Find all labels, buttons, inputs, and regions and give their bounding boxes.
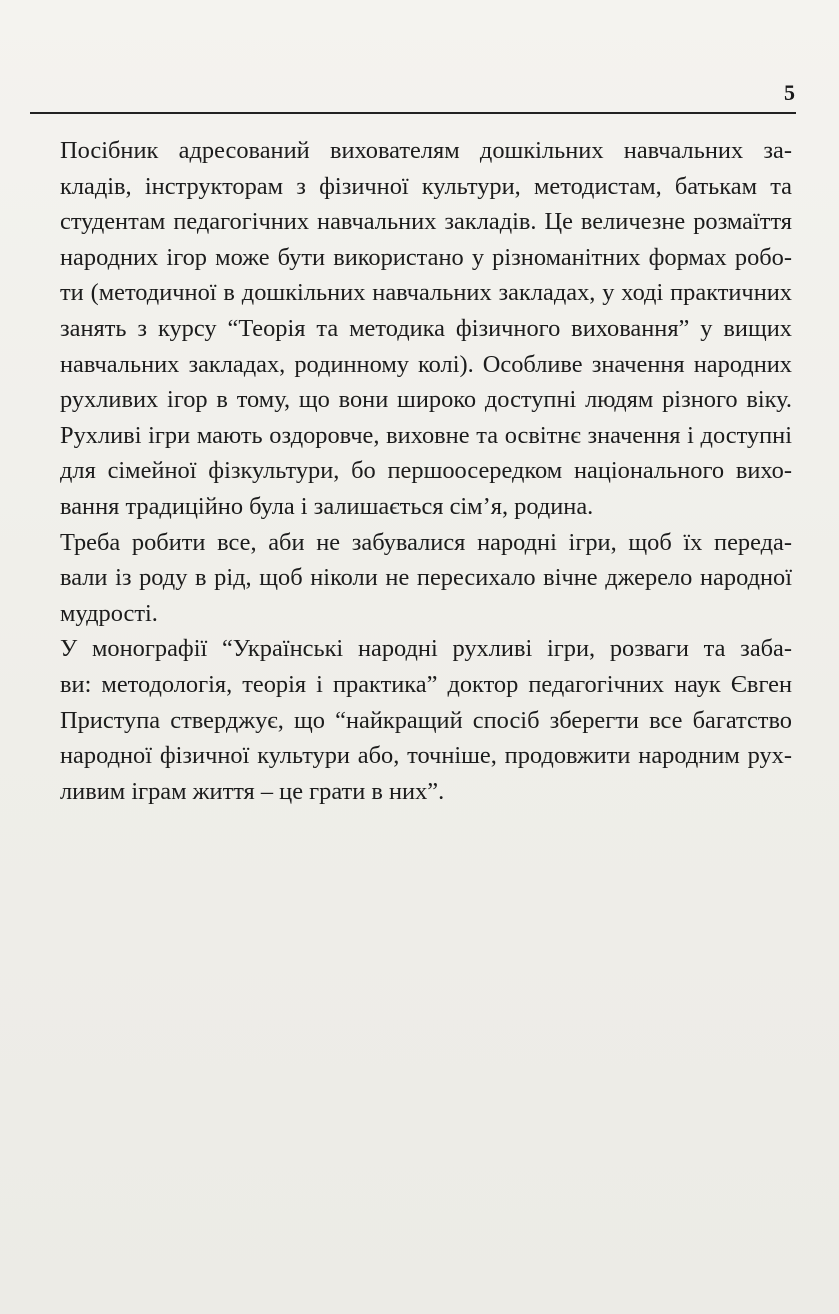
header-rule <box>30 112 796 114</box>
paragraph-3 <box>60 631 792 809</box>
paragraph-2-line-3: мудрості. <box>60 599 158 627</box>
paragraph-2-line-2: вали із роду в рід, щоб ніколи не пересихало вічне джерело народної <box>60 564 792 592</box>
paragraph-1-line-3: студентам педагогічних навчальних закладів. Це величезне розмаїття <box>60 208 792 236</box>
paragraph-1 <box>60 133 792 525</box>
paragraph-1-line-8: рухливих ігор в тому, що вони широко доступні людям різного віку. <box>60 386 792 414</box>
paragraph-3-line-4: народної фізичної культури або, точніше, продовжити народним рух- <box>60 742 792 770</box>
paragraph-2-line-1: Треба робити все, аби не забувалися народні ігри, щоб їх переда- <box>60 528 792 556</box>
paragraph-1-line-11: вання традиційно була і залишається сім’я, родина. <box>60 492 594 520</box>
paragraph-1-line-9: Рухливі ігри мають оздоровче, виховне та освітнє значення і доступні <box>60 421 792 449</box>
paragraph-1-line-2: кладів, інструкторам з фізичної культури, методистам, батькам та <box>60 172 792 200</box>
paragraph-3-line-5: ливим іграм життя – це грати в них”. <box>60 777 445 805</box>
body-text <box>60 133 792 809</box>
paragraph-2 <box>60 525 792 632</box>
paragraph-1-line-7: навчальних закладах, родинному колі). Особливе значення народних <box>60 350 792 378</box>
paragraph-3-line-3: Приступа стверджує, що “найкращий спосіб зберегти все багатство <box>60 706 792 734</box>
page-number: 5 <box>784 80 795 105</box>
paragraph-3-line-2: ви: методологія, теорія і практика” доктор педагогічних наук Євген <box>60 670 792 698</box>
paragraph-1-line-5: ти (методичної в дошкільних навчальних закладах, у ході практичних <box>60 279 792 307</box>
paragraph-3-line-1: У монографії “Українські народні рухливі ігри, розваги та заба- <box>60 635 792 663</box>
paragraph-1-line-1: Посібник адресований вихователям дошкільних навчальних за- <box>60 137 792 164</box>
paragraph-1-line-4: народних ігор може бути використано у різноманітних формах робо- <box>60 243 792 271</box>
paragraph-1-line-10: для сімейної фізкультури, бо першоосередком національного вихо- <box>60 457 792 485</box>
paragraph-1-line-6: занять з курсу “Теорія та методика фізичного виховання” у вищих <box>60 314 792 342</box>
